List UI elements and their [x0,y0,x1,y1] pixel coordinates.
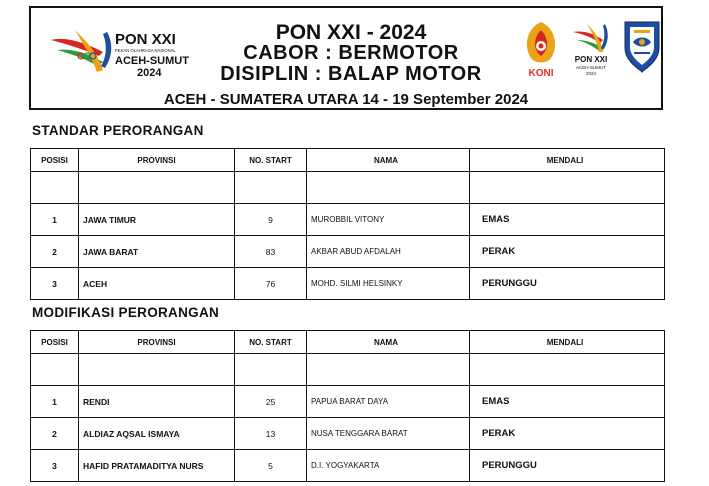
cell-provinsi: ALDIAZ AQSAL ISMAYA [79,418,235,450]
pon-emblem-icon [47,22,197,82]
cell-posisi: 2 [31,236,79,268]
section-title-modifikasi: MODIFIKASI PERORANGAN [32,305,220,320]
title-block [201,22,501,85]
pon-small-line1: PON XXI [574,55,608,64]
pon-small-line3: 2024 [585,71,597,76]
col-header-posisi: POSISI [31,331,79,354]
col-header-medali: MENDALI [470,149,665,172]
table-header-row [31,149,665,172]
table-row [31,268,665,300]
pon-logo-line2: PEKAN OLAHRAGA NASIONAL [115,48,176,53]
col-header-no-start: NO. START [235,331,307,354]
table-spacer [31,172,665,204]
cell-nama: MUROBBIL VITONY [307,204,470,236]
table-spacer [31,354,665,386]
event-subtitle: ACEH - SUMATERA UTARA 14 - 19 September 2024 [163,91,529,108]
cell-nama: PAPUA BARAT DAYA [307,386,470,418]
cell-no-start: 83 [235,236,307,268]
cell-no-start: 9 [235,204,307,236]
table-row [31,204,665,236]
cell-medali: PERAK [470,418,665,450]
cell-no-start: 13 [235,418,307,450]
cell-provinsi: ACEH [79,268,235,300]
table-row [31,450,665,482]
cell-nama: AKBAR ABUD AFDALAH [307,236,470,268]
cell-posisi: 1 [31,386,79,418]
cell-posisi: 2 [31,418,79,450]
cell-no-start: 25 [235,386,307,418]
cell-provinsi: RENDI [79,386,235,418]
pon-xxi-logo [47,22,197,82]
col-header-nama: NAMA [307,149,470,172]
table-header-row [31,331,665,354]
table-row [31,418,665,450]
cell-posisi: 3 [31,450,79,482]
col-header-no-start: NO. START [235,149,307,172]
logos-right [517,18,662,82]
shield-emblem-icon [625,22,659,72]
cell-nama: NUSA TENGGARA BARAT [307,418,470,450]
col-header-provinsi: PROVINSI [79,149,235,172]
col-header-posisi: POSISI [31,149,79,172]
results-table-standar [30,148,665,300]
cell-provinsi: JAWA TIMUR [79,204,235,236]
cell-medali: EMAS [470,386,665,418]
title-line-2: CABOR : BERMOTOR [243,42,459,64]
table-row [31,236,665,268]
cell-posisi: 1 [31,204,79,236]
cell-medali: PERAK [470,236,665,268]
table-row [31,386,665,418]
cell-provinsi: JAWA BARAT [79,236,235,268]
koni-label: KONI [528,68,554,79]
cell-nama: D.I. YOGYAKARTA [307,450,470,482]
pon-small-logo-icon [573,24,608,76]
cell-medali: PERUNGGU [470,450,665,482]
cell-medali: PERUNGGU [470,268,665,300]
cell-no-start: 76 [235,268,307,300]
cell-provinsi: HAFID PRATAMADITYA NURS [79,450,235,482]
pon-small-line2: ACEH-SUMUT [576,65,606,70]
col-header-nama: NAMA [307,331,470,354]
title-line-3: DISIPLIN : BALAP MOTOR [220,63,482,85]
section-title-standar: STANDAR PERORANGAN [32,123,204,138]
cell-nama: MOHD. SILMI HELSINKY [307,268,470,300]
pon-logo-line3: ACEH-SUMUT [115,55,189,67]
cell-posisi: 3 [31,268,79,300]
cell-no-start: 5 [235,450,307,482]
header-box [29,6,663,110]
cell-medali: EMAS [470,204,665,236]
koni-emblem-icon [527,22,555,79]
pon-logo-line1: PON XXI [115,31,176,48]
col-header-medali: MENDALI [470,331,665,354]
pon-logo-line4: 2024 [137,67,162,79]
title-line-1: PON XXI - 2024 [275,21,427,44]
col-header-provinsi: PROVINSI [79,331,235,354]
results-table-modifikasi [30,330,665,482]
